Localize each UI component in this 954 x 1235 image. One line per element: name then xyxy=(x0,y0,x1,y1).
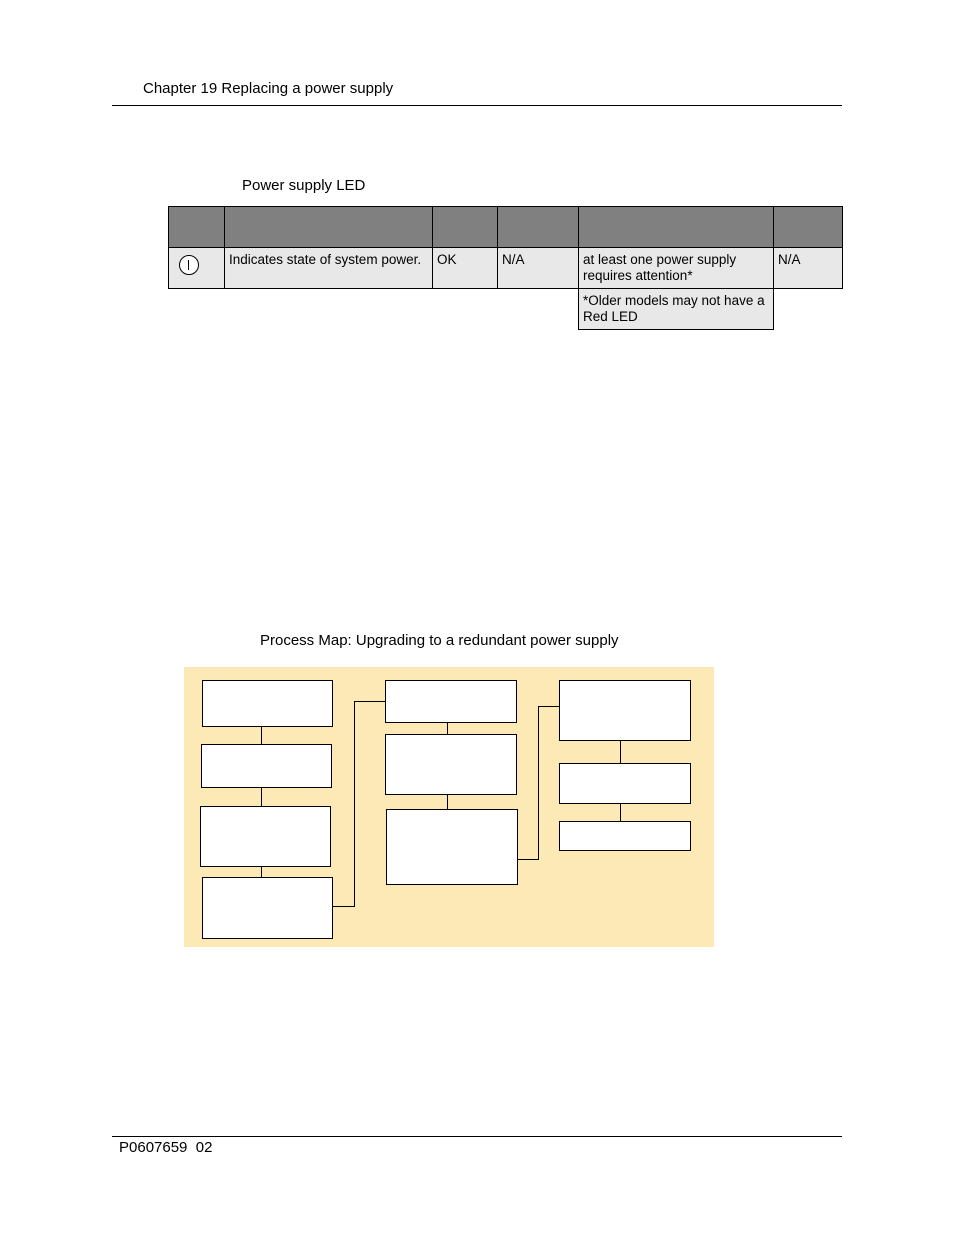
connector-line xyxy=(261,788,262,806)
process-step-box xyxy=(201,744,332,788)
connector-line xyxy=(354,701,385,702)
header-cell xyxy=(433,207,498,248)
na-cell: N/A xyxy=(498,248,579,289)
connector-line xyxy=(447,723,448,734)
connector-line xyxy=(354,701,355,907)
icon-cell xyxy=(169,248,225,289)
na-cell: N/A xyxy=(774,248,843,289)
process-step-box xyxy=(385,680,517,723)
process-step-box xyxy=(202,680,333,727)
ok-cell: OK xyxy=(433,248,498,289)
attention-cell: at least one power supply requires attention* xyxy=(579,248,774,289)
process-step-box xyxy=(559,821,691,851)
table-caption: Power supply LED xyxy=(242,177,366,194)
document-number: P0607659 02 xyxy=(119,1139,213,1156)
process-step-box xyxy=(202,877,333,939)
header-cell xyxy=(774,207,843,248)
connector-line xyxy=(261,867,262,877)
header-rule xyxy=(112,105,842,106)
connector-line xyxy=(518,859,538,860)
connector-line xyxy=(447,795,448,809)
description-cell: Indicates state of system power. xyxy=(225,248,433,289)
chapter-header: Chapter 19 Replacing a power supply xyxy=(143,80,394,97)
header-cell xyxy=(579,207,774,248)
connector-line xyxy=(333,906,354,907)
process-step-box xyxy=(386,809,518,885)
power-icon xyxy=(179,255,199,275)
process-step-box xyxy=(559,763,691,804)
connector-line xyxy=(261,727,262,744)
connector-line xyxy=(620,804,621,821)
process-step-box xyxy=(385,734,517,795)
power-supply-led-table xyxy=(168,206,843,330)
header-cell xyxy=(169,207,225,248)
process-step-box xyxy=(559,680,691,741)
note-cell: *Older models may not have a Red LED xyxy=(579,289,774,330)
table-header-row xyxy=(169,207,843,248)
table-note-row xyxy=(169,289,843,330)
connector-line xyxy=(538,706,559,707)
map-caption: Process Map: Upgrading to a redundant power supply xyxy=(260,632,619,649)
process-step-box xyxy=(200,806,331,867)
connector-line xyxy=(538,706,539,860)
header-cell xyxy=(498,207,579,248)
connector-line xyxy=(620,741,621,763)
table-row xyxy=(169,248,843,289)
header-cell xyxy=(225,207,433,248)
footer-rule xyxy=(112,1136,842,1137)
